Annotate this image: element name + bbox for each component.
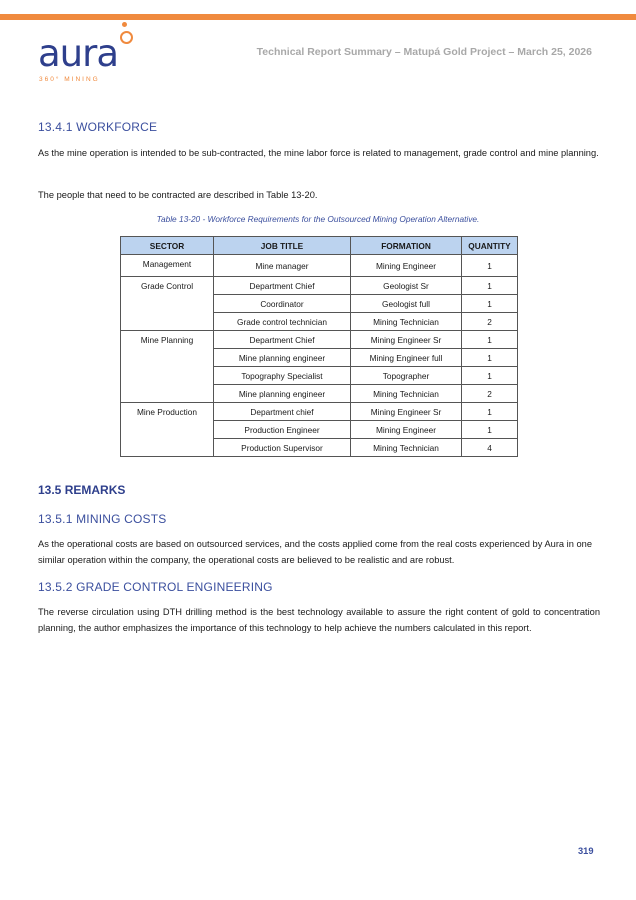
job-title-cell: Mine planning engineer bbox=[214, 385, 351, 403]
quantity-cell: 2 bbox=[462, 313, 518, 331]
job-title-cell: Mine manager bbox=[214, 255, 351, 277]
table-header-row bbox=[121, 237, 518, 255]
section-heading-remarks: 13.5 REMARKS bbox=[38, 483, 126, 497]
quantity-cell: 1 bbox=[462, 367, 518, 385]
job-title-cell: Mine planning engineer bbox=[214, 349, 351, 367]
quantity-cell: 1 bbox=[462, 295, 518, 313]
job-title-cell: Department chief bbox=[214, 403, 351, 421]
sector-cell: Grade Control bbox=[121, 277, 214, 331]
job-title-cell: Production Engineer bbox=[214, 421, 351, 439]
sector-cell: Mine Planning bbox=[121, 331, 214, 403]
quantity-cell: 1 bbox=[462, 331, 518, 349]
formation-cell: Mining Engineer Sr bbox=[351, 403, 462, 421]
column-header-formation: FORMATION bbox=[351, 237, 462, 255]
workforce-paragraph-1: As the mine operation is intended to be sub-contracted, the mine labor force is related to management, grade control and mine planning. bbox=[38, 148, 599, 158]
table-row bbox=[121, 331, 518, 349]
quantity-cell: 4 bbox=[462, 439, 518, 457]
section-heading-grade-control: 13.5.2 GRADE CONTROL ENGINEERING bbox=[38, 580, 273, 594]
formation-cell: Mining Technician bbox=[351, 439, 462, 457]
table-row bbox=[121, 255, 518, 277]
table-caption: Table 13-20 - Workforce Requirements for the Outsourced Mining Operation Alternative. bbox=[156, 214, 480, 224]
sector-cell: Management bbox=[121, 255, 214, 277]
job-title-cell: Production Supervisor bbox=[214, 439, 351, 457]
column-header-quantity: QUANTITY bbox=[462, 237, 518, 255]
formation-cell: Geologist Sr bbox=[351, 277, 462, 295]
workforce-table bbox=[120, 236, 518, 457]
formation-cell: Geologist full bbox=[351, 295, 462, 313]
sector-cell: Mine Production bbox=[121, 403, 214, 457]
grade-control-paragraph: The reverse circulation using DTH drilling method is the best technology available to assure the right content of gold to concentration planning, the author emphasizes the importance of this technology to help achieve the numbers calculated in this report. bbox=[38, 607, 600, 633]
quantity-cell: 2 bbox=[462, 385, 518, 403]
job-title-cell: Grade control technician bbox=[214, 313, 351, 331]
column-header-sector: SECTOR bbox=[121, 237, 214, 255]
column-header-job-title: JOB TITLE bbox=[214, 237, 351, 255]
quantity-cell: 1 bbox=[462, 421, 518, 439]
aura-logo bbox=[38, 22, 148, 84]
job-title-cell: Department Chief bbox=[214, 277, 351, 295]
formation-cell: Mining Engineer bbox=[351, 421, 462, 439]
table-row bbox=[121, 277, 518, 295]
formation-cell: Mining Engineer bbox=[351, 255, 462, 277]
logo-dot-icon bbox=[122, 22, 127, 27]
header-accent-bar bbox=[0, 14, 636, 20]
quantity-cell: 1 bbox=[462, 277, 518, 295]
job-title-cell: Coordinator bbox=[214, 295, 351, 313]
job-title-cell: Department Chief bbox=[214, 331, 351, 349]
page-number: 319 bbox=[578, 846, 594, 856]
formation-cell: Topographer bbox=[351, 367, 462, 385]
quantity-cell: 1 bbox=[462, 349, 518, 367]
workforce-paragraph-2: The people that need to be contracted are described in Table 13-20. bbox=[38, 190, 318, 200]
formation-cell: Mining Technician bbox=[351, 385, 462, 403]
table-row bbox=[121, 403, 518, 421]
logo-wordmark: aura bbox=[38, 32, 119, 75]
formation-cell: Mining Engineer Sr bbox=[351, 331, 462, 349]
formation-cell: Mining Engineer full bbox=[351, 349, 462, 367]
job-title-cell: Topography Specialist bbox=[214, 367, 351, 385]
logo-tagline: 360° MINING bbox=[39, 76, 100, 83]
section-heading-workforce: 13.4.1 WORKFORCE bbox=[38, 120, 158, 134]
report-header-title: Technical Report Summary – Matupá Gold Project – March 25, 2026 bbox=[256, 46, 592, 58]
quantity-cell: 1 bbox=[462, 255, 518, 277]
formation-cell: Mining Technician bbox=[351, 313, 462, 331]
mining-costs-paragraph: As the operational costs are based on outsourced services, and the costs applied come from the real costs experienced by Aura in one similar operation within the company, the operational costs are believed to be realistic and are robust. bbox=[38, 539, 592, 565]
logo-ring-icon bbox=[120, 31, 133, 44]
section-heading-mining-costs: 13.5.1 MINING COSTS bbox=[38, 512, 167, 526]
quantity-cell: 1 bbox=[462, 403, 518, 421]
